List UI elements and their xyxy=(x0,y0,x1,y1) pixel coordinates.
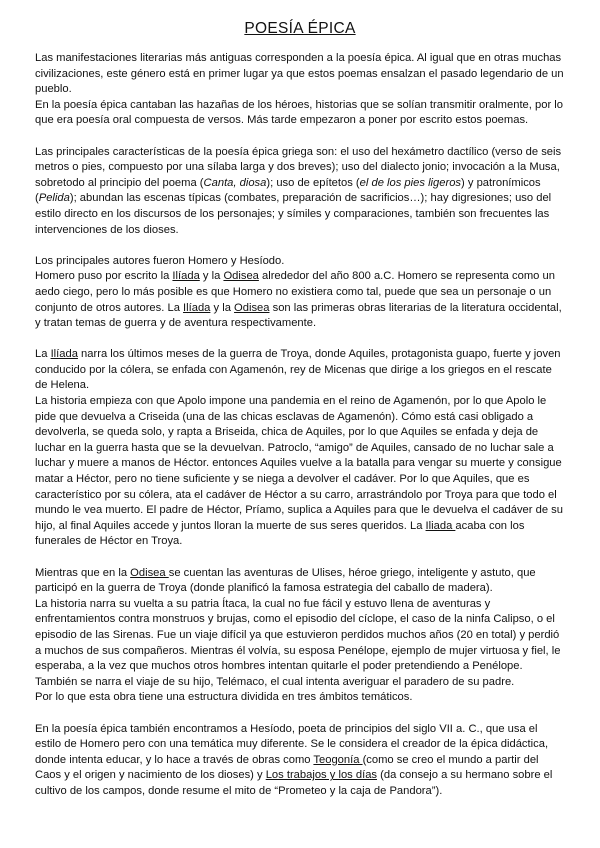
text-run: Homero puso por escrito la xyxy=(35,270,173,283)
page-title: POESÍA ÉPICA xyxy=(244,20,356,37)
text-run: La historia narra su vuelta a su patria Ítaca, la cual no fue fácil y estuvo llena de aventuras y enfrentamientos contra monstruos y brujas, como el episodio del cíclope, el caso de la ninfa Calipso, o el episodio de las Sirenas. Fue un viaje difícil ya que estuvieron perdidos muchos años (20 en total) y perdió a muchos de sus compañeros. Mientras él volvía, su esposa Penélope, ejemplo de mujer virtuosa y fiel, le esperaba, a la vez que muchos otros hombres intentan quitarle el poder pretendiendo a Penélope. También se narra el viaje de su hijo, Telémaco, el cual intenta averiguar el paradero de su padre. xyxy=(35,597,561,688)
iliada-paragraph xyxy=(35,347,565,394)
work-title-odisea: Odisea xyxy=(130,566,169,579)
text-run: narra los últimos meses de la guerra de Troya, donde Aquiles, protagonista guapo, fuerte y joven conducido por la cólera, se enfada con Agamenón, rey de Micenas que dirige a los griegos en el rescate de Helena. xyxy=(35,348,561,392)
text-run: son las primeras obras literarias de la literatura occidental, y tratan temas de guerra y de aventura respectivamente. xyxy=(35,301,562,330)
intro-text-1: Las manifestaciones literarias más antiguas corresponden a la poesía épica. Al igual que en otras muchas civilizaciones, este género está en primer lugar ya que estos poemas ensalzan el pasado legendario de un pueblo. xyxy=(35,52,564,96)
work-title-odisea: Odisea xyxy=(234,301,270,314)
odisea-story-paragraph xyxy=(35,597,565,691)
italic-run: Pelida xyxy=(38,192,70,205)
text-run: En la poesía épica también encontramos a Hesíodo, poeta de principios del siglo VII a. C., que usa el estilo de Homero pero con una temática muy diferente. Se le considera el creador de la épica didáctica, donde intenta educar, y lo hace a través de obras como xyxy=(35,722,549,766)
text-run: ) y patronímicos ( xyxy=(35,176,541,205)
text-run: y la xyxy=(210,301,235,314)
text-run: se cuentan las aventuras de Ulises, héroe griego, inteligente y astuto, que participó en la guerra de Troya (donde planificó la famosa estrategia del caballo de madera). xyxy=(35,566,536,595)
text-run: y la xyxy=(199,270,224,283)
authors-line xyxy=(35,254,565,270)
work-title-iliada: Ilíada xyxy=(172,270,200,283)
iliada-story-paragraph xyxy=(35,394,565,550)
work-title-iliada: Ilíada xyxy=(183,301,211,314)
work-title-iliada: Ilíada xyxy=(50,348,78,361)
text-run: (da consejo a su hermano sobre el cultivo de los campos, donde resume el mito de “Prometeo y la caja de Pandora”). xyxy=(35,769,553,797)
intro-text-2: En la poesía épica cantaban las hazañas de los héroes, historias que se solían transmitir oralmente, por lo que era poesía oral compuesta de versos. Más tarde empezaron a poner por escrito estos poemas. xyxy=(35,98,563,127)
text-run: La xyxy=(35,348,51,361)
paragraph-gap xyxy=(35,129,565,145)
odisea-structure-line xyxy=(35,690,565,706)
italic-run: Canta, diosa xyxy=(203,176,267,189)
paragraph-gap xyxy=(35,332,565,348)
text-run: Por lo que esta obra tiene una estructura dividida en tres ámbitos temáticos. xyxy=(35,691,413,704)
paragraph-gap xyxy=(35,238,565,254)
document-body xyxy=(35,51,565,800)
text-run: Las principales características de la poesía épica griega son: el uso del hexámetro dactílico (verso de seis metros o pies, compuesto por una sílaba larga y dos breves); uso del dialecto jonio; invocación a la Musa, sobretodo al principio del poema ( xyxy=(35,145,562,189)
hesiodo-paragraph xyxy=(35,722,565,800)
work-title-iliada: Iliada xyxy=(425,519,456,532)
paragraph-gap xyxy=(35,706,565,722)
intro-paragraph xyxy=(35,51,565,98)
text-run: Los principales autores fueron Homero y Hesíodo. xyxy=(35,254,285,267)
text-run: alrededor del año 800 a.C. Homero se representa como un aedo ciego, pero lo más posible es que Homero no existiera como tal, puede que sea un personaje o un conjunto de otros autores. La xyxy=(35,270,555,314)
text-run: Mientras que en la xyxy=(35,566,131,579)
italic-run: el de los pies ligeros xyxy=(359,176,462,189)
text-run: La historia empieza con que Apolo impone una pandemia en el reino de Agamenón, por lo que Apolo le pide que devuelva a Criseida (una de las chicas esclavas de Agamenón). Cómo está casi obligado a devolverla, se queda solo, y rapta a Briseida, chica de Aquiles, por lo que Aquiles se enfada y deja de luchar en la guerra hasta que se la devuelvan. Patroclo, “amigo” de Aquiles, cansado de no luchar sale a luchar y muere a manos de Héctor. entonces Aquiles vuelve a la batalla para vengar su muerte y consigue matar a Héctor, pero no tiene suficiente y se niega a devolver el cadáver. Por lo que Aquiles, que es característico por su cólera, ata el cadáver de Héctor a su carro, arrastrándolo por Troya para que todo el mundo le vea muerto. El padre de Héctor, Príamo, suplica a Aquiles para que le devuelva el cadáver de su hijo, al final Aquiles accede y juntos lloran la muerte de sus seres queridos. La xyxy=(35,395,563,532)
work-title-trabajos-y-dias: Los trabajos y los días xyxy=(265,769,378,782)
text-run: ); uso de epítetos ( xyxy=(266,176,360,189)
work-title-teogonia: Teogonía xyxy=(313,753,363,766)
text-run: acaba con los funerales de Héctor en Troya. xyxy=(35,519,525,548)
odisea-paragraph xyxy=(35,566,565,597)
characteristics-paragraph xyxy=(35,145,565,239)
text-run: (como se creo el mundo a partir del Caos y el origen y nacimiento de los dioses) y xyxy=(35,753,539,782)
homer-paragraph xyxy=(35,269,565,331)
text-run: ); abundan las escenas típicas (combates, preparación de sacrificios…); hay digresiones; uso del estilo directo en los discursos de los personajes; y símiles y comparaciones, también son frecuentes las intervenciones de los dioses. xyxy=(35,192,552,236)
intro-paragraph-2 xyxy=(35,98,565,129)
work-title-odisea: Odisea xyxy=(223,270,259,283)
paragraph-gap xyxy=(35,550,565,566)
